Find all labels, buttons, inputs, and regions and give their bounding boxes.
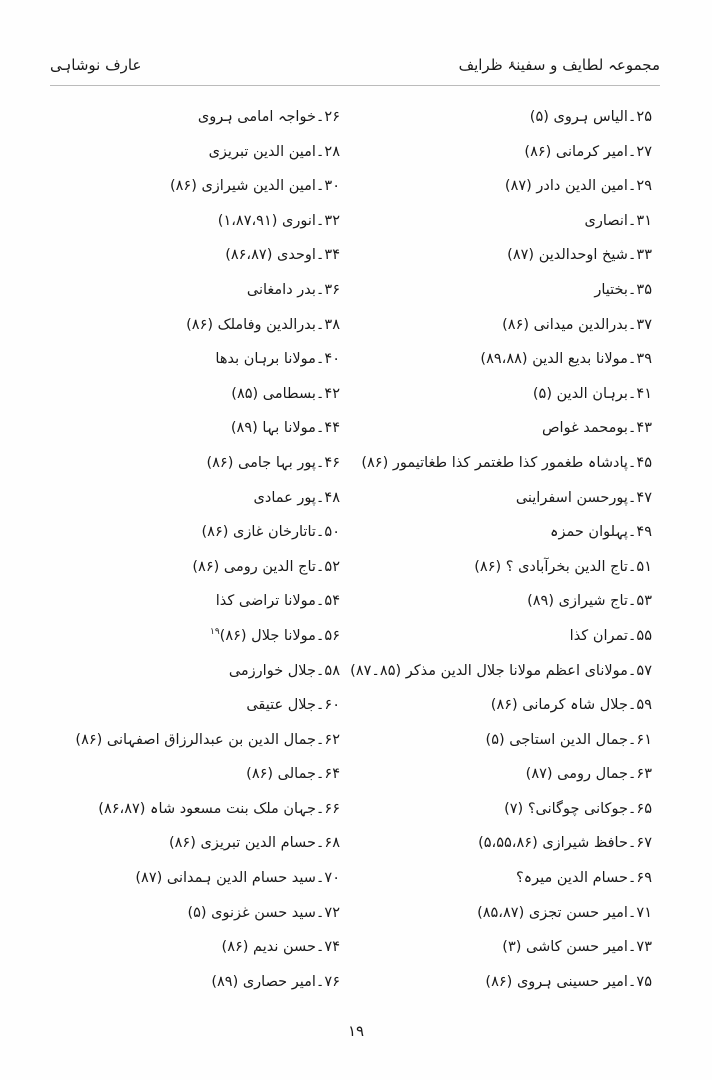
- entry-76: ۷۶۔امیر حصاری (۸۹): [211, 973, 340, 990]
- header-rule: [50, 85, 660, 86]
- entry-35: ۳۵۔بختیار: [594, 281, 652, 298]
- entry-40: ۴۰۔مولانا برہان بدھا: [215, 351, 340, 368]
- entry-33: ۳۳۔شیخ اوحدالدین (۸۷): [507, 247, 652, 264]
- entry-31: ۳۱۔انصاری: [584, 212, 652, 229]
- entry-75: ۷۵۔امیر حسینی ہروی (۸۶): [485, 973, 652, 990]
- entry-62: ۶۲۔جمال الدین بن عبدالرزاق اصفہانی (۸۶): [75, 731, 340, 748]
- entry-73: ۷۳۔امیر حسن کاشی (۳): [502, 939, 652, 956]
- entry-43: ۴۳۔بومحمد غواص: [542, 420, 652, 437]
- entry-46: ۴۶۔پور بہا جامی (۸۶): [206, 454, 340, 471]
- entry-48: ۴۸۔پور عمادی: [253, 489, 340, 506]
- entry-47: ۴۷۔پورحسن اسفراینی: [515, 489, 652, 506]
- entry-54: ۵۴۔مولانا تراضی کذا: [215, 593, 340, 610]
- entry-51: ۵۱۔تاج الدین بخرآبادی ؟ (۸۶): [474, 558, 652, 575]
- running-header: [50, 50, 660, 80]
- entry-44: ۴۴۔مولانا بہا (۸۹): [230, 420, 340, 437]
- entry-26: ۲۶۔خواجہ امامی ہروی: [197, 109, 340, 125]
- entry-25: ۲۵۔الیاس ہروی (۵): [529, 109, 652, 125]
- entry-66: ۶۶۔جہان ملک بنت مسعود شاہ (۸۶،۸۷): [98, 800, 340, 817]
- entry-37: ۳۷۔بدرالدین میدانی (۸۶): [502, 316, 652, 333]
- entry-74: ۷۴۔حسن ندیم (۸۶): [221, 939, 340, 956]
- entry-30: ۳۰۔امین الدین شیرازی (۸۶): [169, 178, 340, 195]
- entry-55: ۵۵۔تمران کذا: [569, 627, 652, 644]
- entry-36: ۳۶۔بدر دامغانی: [246, 281, 340, 298]
- entry-45: ۴۵۔پادشاہ طغمور کذا طغتمر کذا طغاتیمور (۸۶): [361, 454, 652, 471]
- entry-65: ۶۵۔جوکانی چوگانی؟ (۷): [504, 800, 652, 817]
- right-column: [350, 100, 652, 999]
- entry-39: ۳۹۔مولانا بدیع الدین (۸۹،۸۸): [480, 351, 652, 368]
- entry-34: ۳۴۔اوحدی (۸۶،۸۷): [225, 247, 340, 264]
- entry-64: ۶۴۔جمالی (۸۶): [246, 766, 340, 783]
- entry-50: ۵۰۔تاتارخان غازی (۸۶): [201, 524, 340, 541]
- page-number: ۱۹: [347, 1022, 365, 1040]
- left-column: [75, 100, 340, 999]
- name-index-columns: [75, 100, 652, 999]
- book-title: مجموعہ لطایف و سفینۂ ظرایف: [458, 56, 660, 74]
- entry-63: ۶۳۔جمال رومی (۸۷): [525, 766, 652, 783]
- entry-38: ۳۸۔بدرالدین وفاملک (۸۶): [186, 316, 340, 333]
- entry-28: ۲۸۔امین الدین تبریزی: [208, 143, 340, 160]
- entry-68: ۶۸۔حسام الدین تبریزی (۸۶): [168, 835, 340, 852]
- entry-70: ۷۰۔سید حسام الدین ہمدانی (۸۷): [135, 870, 340, 887]
- entry-57: ۵۷۔مولانای اعظم مولانا جلال الدین مذکر (۸۵۔۸۷): [350, 662, 652, 679]
- entry-53: ۵۳۔تاج شیرازی (۸۹): [527, 593, 652, 610]
- entry-59: ۵۹۔جلال شاہ کرمانی (۸۶): [490, 697, 652, 714]
- entry-67: ۶۷۔حافظ شیرازی (۵،۵۵،۸۶): [478, 835, 652, 852]
- entry-42: ۴۲۔بسطامی (۸۵): [231, 385, 340, 402]
- entry-32: ۳۲۔انوری (۱،۸۷،۹۱): [217, 212, 340, 229]
- entry-69: ۶۹۔حسام الدین میرہ؟: [515, 870, 652, 887]
- entry-52: ۵۲۔تاج الدین رومی (۸۶): [192, 558, 340, 575]
- entry-71: ۷۱۔امیر حسن تجزی (۸۵،۸۷): [477, 904, 652, 921]
- entry-29: ۲۹۔امین الدین دادر (۸۷): [504, 178, 652, 195]
- entry-49: ۴۹۔پہلوان حمزہ: [549, 524, 652, 541]
- footnote-marker: ۱۹: [209, 627, 220, 638]
- entry-41: ۴۱۔برہان الدین (۵): [532, 385, 652, 402]
- entry-60: ۶۰۔جلال عتیقی: [246, 697, 340, 714]
- author-name: عارف نوشاہی: [50, 56, 142, 74]
- entry-61: ۶۱۔جمال الدین استاجی (۵): [485, 731, 652, 748]
- entry-27: ۲۷۔امیر کرمانی (۸۶): [524, 143, 652, 160]
- entry-56-text: ۵۶۔مولانا جلال (۸۶): [219, 627, 340, 644]
- entry-56: [80, 619, 340, 654]
- entry-58: ۵۸۔جلال خوارزمی: [228, 662, 340, 679]
- entry-72: ۷۲۔سید حسن غزنوی (۵): [187, 904, 340, 921]
